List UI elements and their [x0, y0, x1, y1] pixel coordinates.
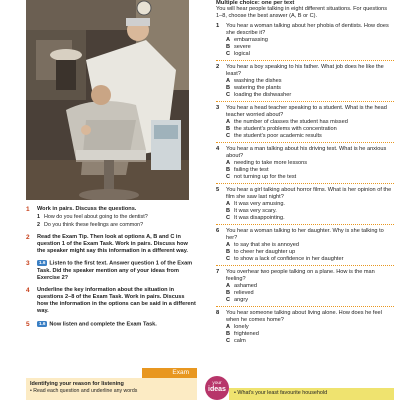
option-letter: C [226, 214, 231, 221]
left-exercises [26, 206, 196, 334]
exercise-5 [26, 321, 196, 329]
option-letter: B [226, 330, 231, 337]
option-letter: C [226, 132, 231, 139]
answer-option[interactable] [226, 201, 394, 208]
option-letter: B [226, 207, 231, 214]
option-text: the student's poor academic results [234, 132, 322, 139]
your-ideas-box [229, 388, 394, 400]
question-divider [216, 101, 394, 102]
question-text: You overhear two people talking on a plane. How is the man feeling? [226, 268, 375, 282]
option-text: severe [234, 43, 251, 50]
question-divider [216, 265, 394, 266]
exercise-4 [26, 287, 196, 315]
answer-option[interactable] [226, 37, 394, 44]
exercise-number: 3 [26, 260, 30, 268]
audio-track-badge[interactable]: 1.6 [39, 320, 46, 326]
option-letter: B [226, 166, 231, 173]
answer-option[interactable] [226, 78, 394, 85]
question-number: 3 [216, 104, 220, 111]
exercise-2 [26, 234, 196, 255]
option-text: the number of classes the student has missed [234, 118, 348, 125]
option-letter: A [226, 36, 231, 43]
question-number: 1 [216, 22, 220, 29]
answer-option[interactable] [226, 167, 394, 174]
answer-option[interactable] [226, 51, 394, 58]
question-text: You hear a man talking about his driving test. What is he anxious about? [226, 145, 387, 159]
exercise-text: Read the Exam Tip. Then look at options A, B and C in question 1 of the Exam Task. Work in pairs. Discuss how the speaker might say this information in a different way. [37, 234, 188, 255]
question-5 [216, 187, 394, 222]
exercise-3 [26, 260, 196, 282]
exam-tip-tab: Exam [142, 368, 197, 378]
option-text: frightened [234, 330, 259, 337]
option-letter: A [226, 118, 231, 125]
dentist-photo [26, 0, 189, 200]
exercise-text: Listen to the first text. Answer question 1 of the Exam Task. Did the speaker mention any of your ideas from Exercise 2? [37, 260, 193, 282]
question-6 [216, 228, 394, 263]
answer-option[interactable] [226, 297, 394, 304]
option-text: logical [234, 50, 250, 57]
question-divider [216, 142, 394, 143]
bullet: • [234, 390, 236, 396]
option-text: loading the dishwasher [234, 91, 292, 98]
option-text: the student's problems with concentration [234, 125, 337, 132]
question-4 [216, 146, 394, 181]
exercise-text: Now listen and complete the Exam Task. [49, 321, 157, 327]
option-letter: C [226, 50, 231, 57]
option-text: to show a lack of confidence in her daughter [234, 255, 344, 262]
option-letter: A [226, 323, 231, 330]
audio-track-badge[interactable]: 1.6 [39, 260, 46, 266]
question-divider [216, 224, 394, 225]
option-text: It was very amusing. [234, 200, 285, 207]
option-text: embarrassing [234, 36, 268, 43]
option-text: It was disappointing. [234, 214, 285, 221]
option-text: calm [234, 337, 246, 344]
exam-tip-title: Identifying your reason for listening [30, 381, 124, 387]
option-text: washing the dishes [234, 77, 282, 84]
answer-option[interactable] [226, 249, 394, 256]
answer-option[interactable] [226, 208, 394, 215]
option-letter: B [226, 43, 231, 50]
option-letter: A [226, 159, 231, 166]
question-list [216, 23, 394, 345]
exercise-text: Underline the key information about the situation in questions 2–8 of the Exam Task. Work in pairs. Discuss how the information in the options can be said in a different way. [37, 287, 196, 315]
option-letter: C [226, 296, 231, 303]
option-letter: A [226, 200, 231, 207]
option-letter: C [226, 173, 231, 180]
option-letter: B [226, 248, 231, 255]
answer-option[interactable] [226, 133, 394, 140]
task-subtitle: Multiple choice: one per text [216, 0, 295, 5]
answer-option[interactable] [226, 44, 394, 51]
question-2 [216, 64, 394, 99]
option-text: ashamed [234, 282, 258, 289]
option-letter: A [226, 77, 231, 84]
answer-option[interactable] [226, 85, 394, 92]
question-number: 4 [216, 145, 220, 152]
your-ideas-badge: your ideas [205, 376, 229, 400]
option-letter: C [226, 91, 231, 98]
option-text: watering the plants [234, 84, 281, 91]
question-8 [216, 310, 394, 345]
answer-option[interactable] [226, 174, 394, 181]
option-letter: B [226, 84, 231, 91]
answer-option[interactable] [226, 331, 394, 338]
option-letter: C [226, 337, 231, 344]
question-text: You hear a boy speaking to his father. What job does he like the least? [226, 63, 384, 77]
answer-option[interactable] [226, 338, 394, 345]
exam-tip-item: • Read each question and underline any words [30, 388, 138, 394]
answer-option[interactable] [226, 126, 394, 133]
exercise-text: Work in pairs. Discuss the questions. [37, 206, 137, 212]
question-number: 7 [216, 268, 220, 275]
exam-task [216, 0, 394, 345]
answer-option[interactable] [226, 283, 394, 290]
question-divider [216, 60, 394, 61]
sub-question: 2 Do you think these feelings are common? [37, 222, 144, 229]
option-letter: B [226, 289, 231, 296]
question-text: You hear someone talking about living alone. How does he feel when he comes home? [226, 309, 382, 323]
question-3 [216, 105, 394, 140]
exam-tip-box [26, 378, 197, 400]
option-letter: C [226, 255, 231, 262]
option-letter: A [226, 241, 231, 248]
question-text: You hear a woman talking about her phobia of dentists. How does she describe it? [226, 22, 389, 36]
exercise-1 [26, 206, 196, 229]
option-text: to cheer her daughter up [234, 248, 296, 255]
option-text: It was very scary. [234, 207, 277, 214]
ideas-question: What's your least favourite household [237, 390, 328, 396]
question-number: 8 [216, 309, 220, 316]
question-divider [216, 306, 394, 307]
question-7 [216, 269, 394, 304]
answer-option[interactable] [226, 256, 394, 263]
answer-option[interactable] [226, 290, 394, 297]
answer-option[interactable] [226, 119, 394, 126]
option-letter: A [226, 282, 231, 289]
question-text: You hear a woman talking to her daughter. Why is she talking to her? [226, 227, 384, 241]
option-text: not turning up for the test [234, 173, 297, 180]
exercise-number: 2 [26, 234, 30, 242]
answer-option[interactable] [226, 160, 394, 167]
exercise-number: 5 [26, 320, 30, 328]
question-text: You hear a girl talking about horror films. What is her opinion of the film she saw last night? [226, 186, 392, 200]
question-number: 6 [216, 227, 220, 234]
sub-question: 1 How do you feel about going to the dentist? [37, 214, 148, 221]
answer-option[interactable] [226, 324, 394, 331]
question-number: 2 [216, 63, 220, 70]
question-1 [216, 23, 394, 58]
option-text: to say that she is annoyed [234, 241, 299, 248]
option-text: relieved [234, 289, 254, 296]
answer-option[interactable] [226, 215, 394, 222]
question-text: You hear a head teacher speaking to a student. What is the head teacher worried about? [226, 104, 387, 118]
option-text: angry [234, 296, 248, 303]
answer-option[interactable] [226, 92, 394, 99]
option-text: needing to take more lessons [234, 159, 308, 166]
question-number: 5 [216, 186, 220, 193]
task-intro: You will hear people talking in eight different situations. For questions 1–8, choose the best answer (A, B or C). [216, 6, 388, 19]
option-letter: B [226, 125, 231, 132]
exercise-number: 4 [26, 287, 30, 295]
exercise-number: 1 [26, 206, 30, 213]
answer-option[interactable] [226, 242, 394, 249]
option-text: failing the test [234, 166, 269, 173]
question-divider [216, 183, 394, 184]
option-text: lonely [234, 323, 249, 330]
